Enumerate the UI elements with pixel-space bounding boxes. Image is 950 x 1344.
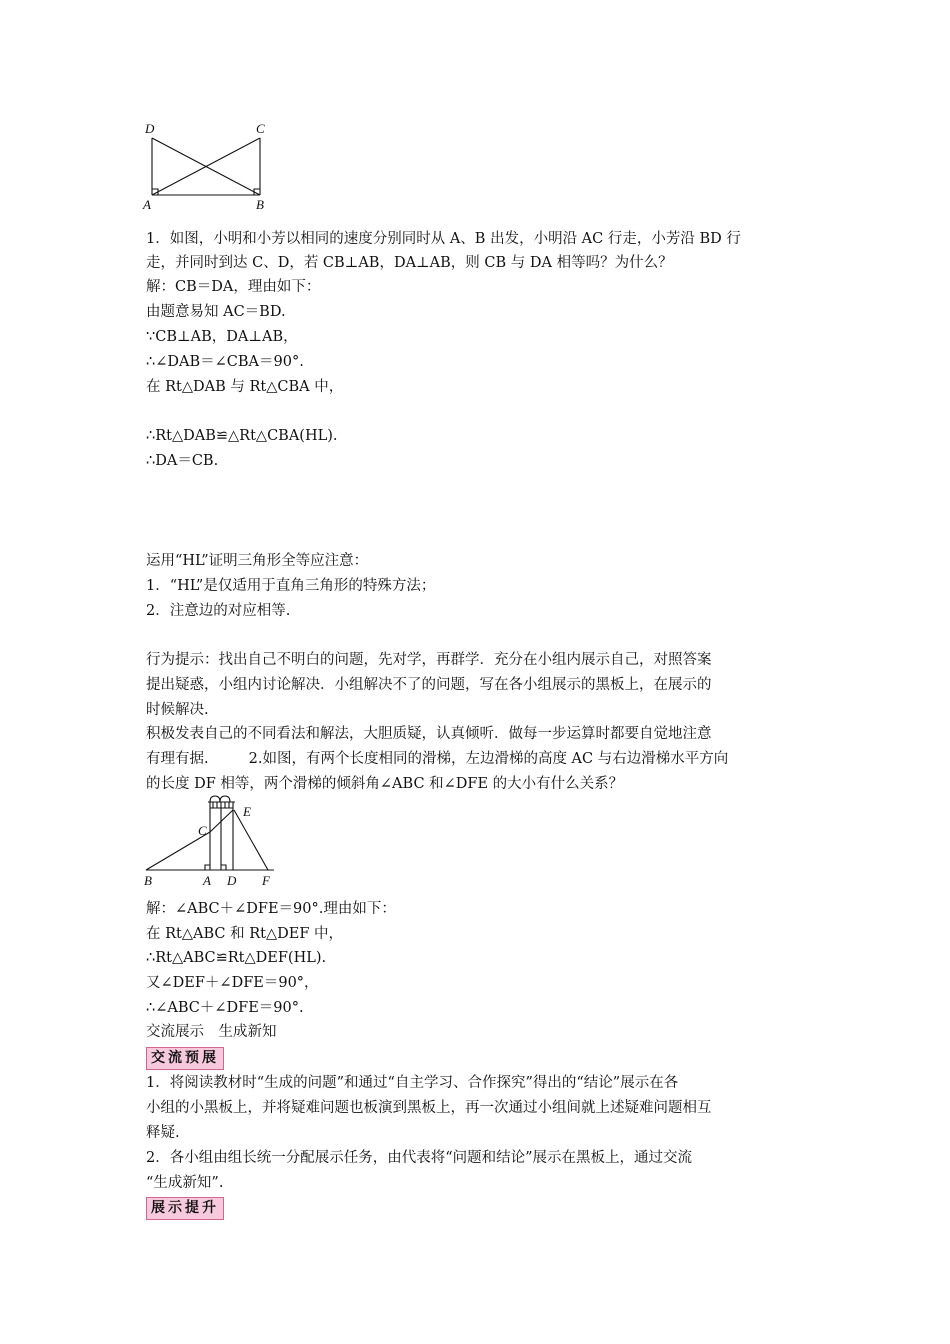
label-C: C [198, 823, 207, 838]
behavior-hint-line: 提出疑惑，小组内讨论解决．小组解决不了的问题，写在各小组展示的黑板上，在展示的 [146, 677, 712, 693]
label-B: B [256, 197, 264, 212]
label-C: C [256, 121, 265, 136]
problem2-question-line2: 的长度 DF 相等，两个滑梯的倾斜角∠ABC 和∠DFE 的大小有什么关系？ [146, 776, 624, 792]
problem2-solution-line: ∴∠ABC＋∠DFE＝90°. [146, 1000, 304, 1016]
problem1-solution-line: ∵CB⊥AB，DA⊥AB， [146, 329, 298, 345]
label-D: D [145, 121, 155, 136]
section-heading: 交流展示 生成新知 [146, 1024, 277, 1040]
section-paragraph-line: 2．各小组由组长统一分配展示任务，由代表将“问题和结论”展示在黑板上，通过交流 [146, 1150, 693, 1166]
problem1-solution-line: 解：CB＝DA，理由如下： [146, 279, 321, 295]
problem1-question-line1: 1．如图，小明和小芳以相同的速度分别同时从 A、B 出发，小明沿 AC 行走，小芳沿 BD 行 [146, 231, 741, 247]
label-D: D [227, 873, 237, 888]
behavior-hint-line: 积极发表自己的不同看法和解法，大胆质疑，认真倾听．做每一步运算时都要自觉地注意 [146, 726, 712, 742]
problem2-solution-line: 又∠DEF＋∠DFE＝90°， [146, 975, 319, 991]
label-A: A [143, 197, 151, 212]
problem2-solution-line: 解：∠ABC＋∠DFE＝90°.理由如下： [146, 901, 396, 917]
behavior-hint-line [146, 749, 728, 769]
figure-two-slides [140, 794, 280, 890]
section-paragraph-line: 释疑. [146, 1125, 180, 1141]
section-paragraph-line: 小组的小黑板上，并将疑难问题也板演到黑板上，再一次通过小组间就上述疑难问题相互 [146, 1100, 712, 1116]
note-title: 运用“HL”证明三角形全等应注意： [146, 553, 369, 569]
section-paragraph-line: “生成新知”. [146, 1175, 224, 1191]
problem1-question-line2: 走，并同时到达 C、D，若 CB⊥AB，DA⊥AB，则 CB 与 DA 相等吗？为什么？ [146, 255, 673, 271]
problem2-solution-line: 在 Rt△ABC 和 Rt△DEF 中， [146, 926, 343, 942]
problem1-solution-line: ∴∠DAB＝∠CBA＝90°. [146, 354, 304, 370]
problem1-solution-line: ∴Rt△DAB≌△Rt△CBA(HL). [146, 428, 338, 444]
label-F: F [262, 873, 270, 888]
behavior-hint-end: 有理有据. [146, 751, 209, 767]
behavior-hint-line: 时候解决. [146, 702, 209, 718]
label-B: B [144, 873, 152, 888]
figure-rectangle-diagonals [140, 118, 275, 213]
badge-exchange-preview: 交流预展 [146, 1047, 224, 1070]
problem1-solution-line: ∴DA＝CB. [146, 453, 219, 469]
problem1-solution-line: 在 Rt△DAB 与 Rt△CBA 中， [146, 379, 344, 395]
problem1-solution-line: 由题意易知 AC＝BD. [146, 304, 286, 320]
section-paragraph-line: 1．将阅读教材时“生成的问题”和通过“自主学习、合作探究”得出的“结论”展示在各 [146, 1075, 679, 1091]
badge-display-improve: 展示提升 [146, 1197, 224, 1220]
problem2-question-start: 2.如图，有两个长度相同的滑梯，左边滑梯的高度 AC 与右边滑梯水平方向 [248, 751, 729, 767]
label-A: A [203, 873, 211, 888]
behavior-hint-line: 行为提示：找出自己不明白的问题，先对学，再群学．充分在小组内展示自己，对照答案 [146, 652, 712, 668]
note-item: 2．注意边的对应相等. [146, 603, 291, 619]
label-E: E [243, 804, 251, 819]
note-item: 1．“HL”是仅适用于直角三角形的特殊方法； [146, 578, 436, 594]
problem2-solution-line: ∴Rt△ABC≌Rt△DEF(HL). [146, 950, 327, 966]
